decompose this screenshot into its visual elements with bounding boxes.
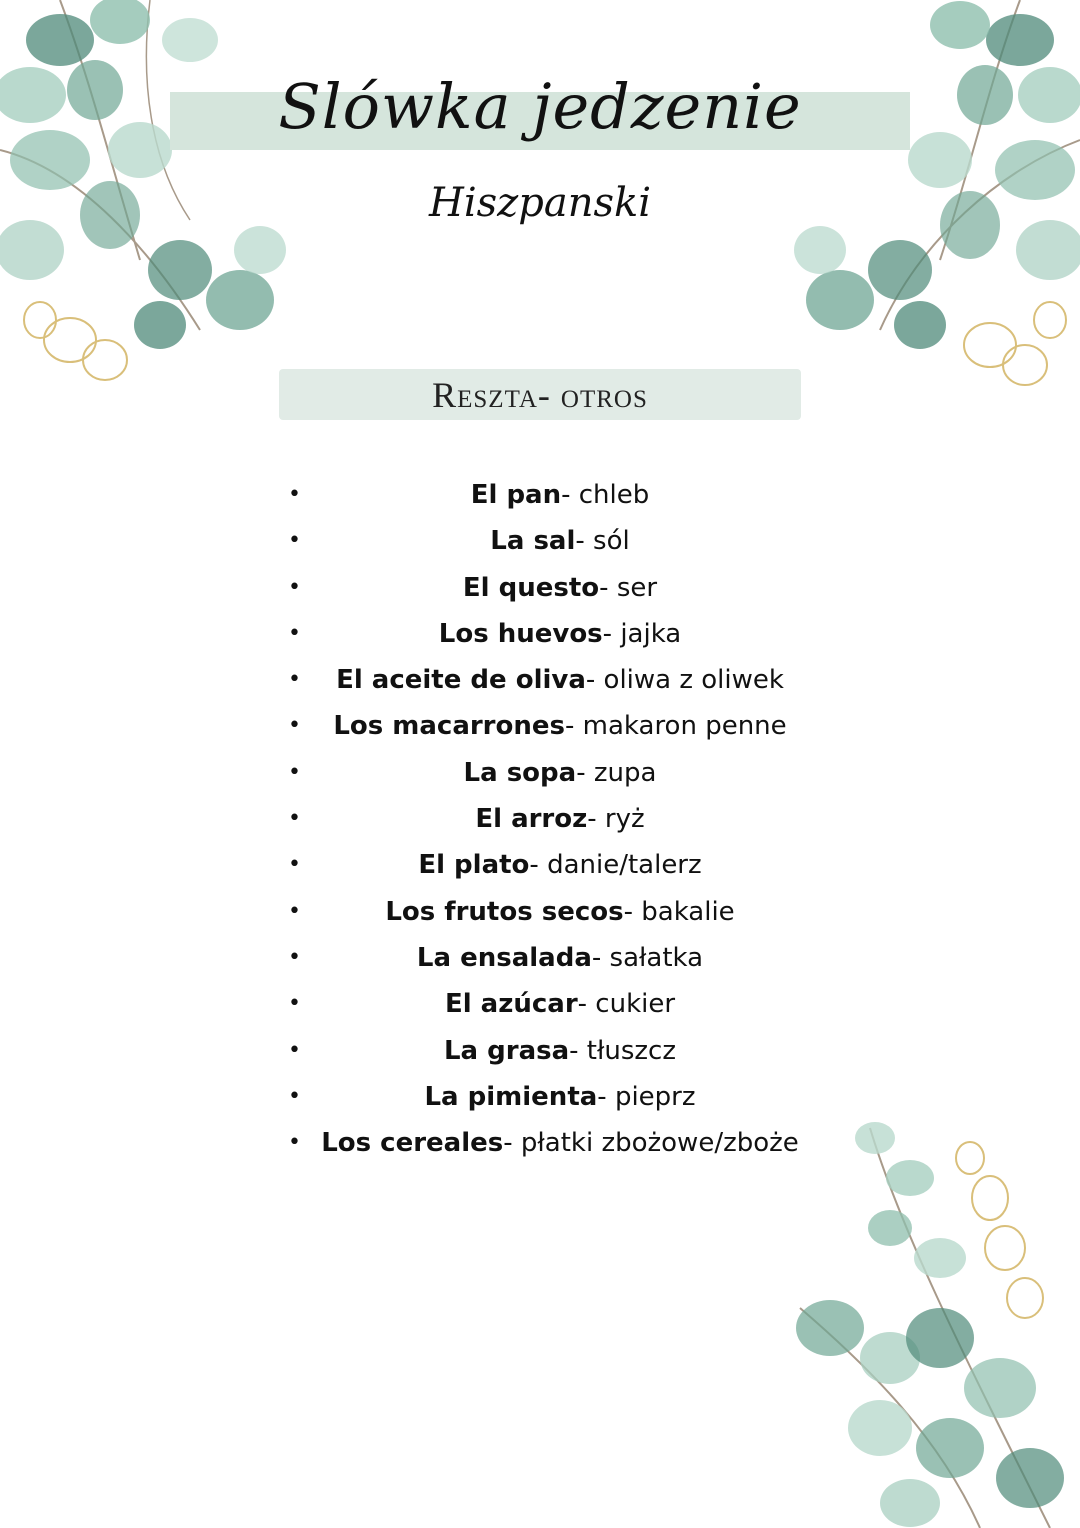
polish-translation: - makaron penne: [565, 711, 787, 742]
spanish-word: La pimienta: [424, 1081, 598, 1112]
list-item: [280, 889, 840, 935]
page-title: Slówka jedzenie: [278, 70, 802, 143]
list-item: [280, 518, 840, 564]
spanish-word: La sopa: [463, 757, 577, 788]
bullet-icon: •: [288, 528, 301, 554]
bullet-icon: •: [288, 1037, 301, 1063]
bullet-icon: •: [288, 1130, 301, 1156]
spanish-word: La ensalada: [416, 942, 592, 973]
spanish-word: Los huevos: [438, 618, 603, 649]
bullet-icon: •: [288, 482, 301, 507]
list-item: [280, 703, 840, 749]
list-item: [280, 565, 840, 611]
eucalyptus-decoration-bottom-right: [790, 1108, 1080, 1528]
list-item: [280, 1120, 840, 1166]
section-heading-box: [279, 369, 801, 420]
bullet-icon: •: [288, 667, 301, 693]
list-item: [280, 981, 840, 1027]
polish-translation: - oliwa z oliwek: [585, 665, 784, 696]
polish-translation: - pieprz: [597, 1081, 696, 1112]
bullet-icon: •: [288, 991, 301, 1017]
spanish-word: Los frutos secos: [385, 896, 624, 927]
list-item: [280, 611, 840, 657]
spanish-word: El arroz: [475, 804, 588, 835]
page-subtitle: Hiszpanski: [428, 180, 652, 226]
section-heading: Reszta- otros: [432, 374, 648, 415]
list-item: [280, 842, 840, 888]
spanish-word: El azúcar: [444, 989, 578, 1020]
spanish-word: La grasa: [443, 1035, 570, 1066]
vocabulary-list: [280, 472, 840, 1166]
spanish-word: El plato: [418, 850, 530, 881]
list-item: [280, 1028, 840, 1074]
bullet-icon: •: [288, 852, 301, 878]
polish-translation: - cukier: [577, 989, 676, 1020]
list-item: [280, 796, 840, 842]
bullet-icon: •: [288, 898, 301, 924]
polish-translation: - ryż: [587, 804, 645, 835]
polish-translation: - sól: [575, 526, 630, 557]
polish-translation: - tłuszcz: [569, 1035, 676, 1066]
list-item: [280, 750, 840, 796]
spanish-word: El pan: [470, 480, 562, 510]
spanish-word: La sal: [490, 526, 576, 557]
polish-translation: - płatki zbożowe/zboże: [503, 1128, 799, 1159]
spanish-word: Los cereales: [321, 1128, 504, 1159]
polish-translation: - chleb: [561, 480, 650, 510]
list-item: [280, 1074, 840, 1120]
bullet-icon: •: [288, 806, 301, 832]
spanish-word: Los macarrones: [333, 711, 565, 742]
bullet-icon: •: [288, 713, 301, 739]
bullet-icon: •: [288, 574, 301, 600]
spanish-word: El aceite de oliva: [336, 665, 586, 696]
list-item: [280, 472, 840, 518]
polish-translation: - sałatka: [591, 942, 704, 973]
bullet-icon: •: [288, 944, 301, 970]
polish-translation: - bakalie: [623, 896, 735, 927]
polish-translation: - danie/talerz: [529, 850, 702, 881]
bullet-icon: •: [288, 1083, 301, 1109]
bullet-icon: •: [288, 759, 301, 785]
bullet-icon: •: [288, 620, 301, 646]
polish-translation: - zupa: [576, 757, 657, 788]
spanish-word: El questo: [462, 572, 600, 603]
list-item: [280, 657, 840, 703]
polish-translation: - ser: [599, 572, 658, 603]
polish-translation: - jajka: [602, 618, 682, 649]
list-item: [280, 935, 840, 981]
